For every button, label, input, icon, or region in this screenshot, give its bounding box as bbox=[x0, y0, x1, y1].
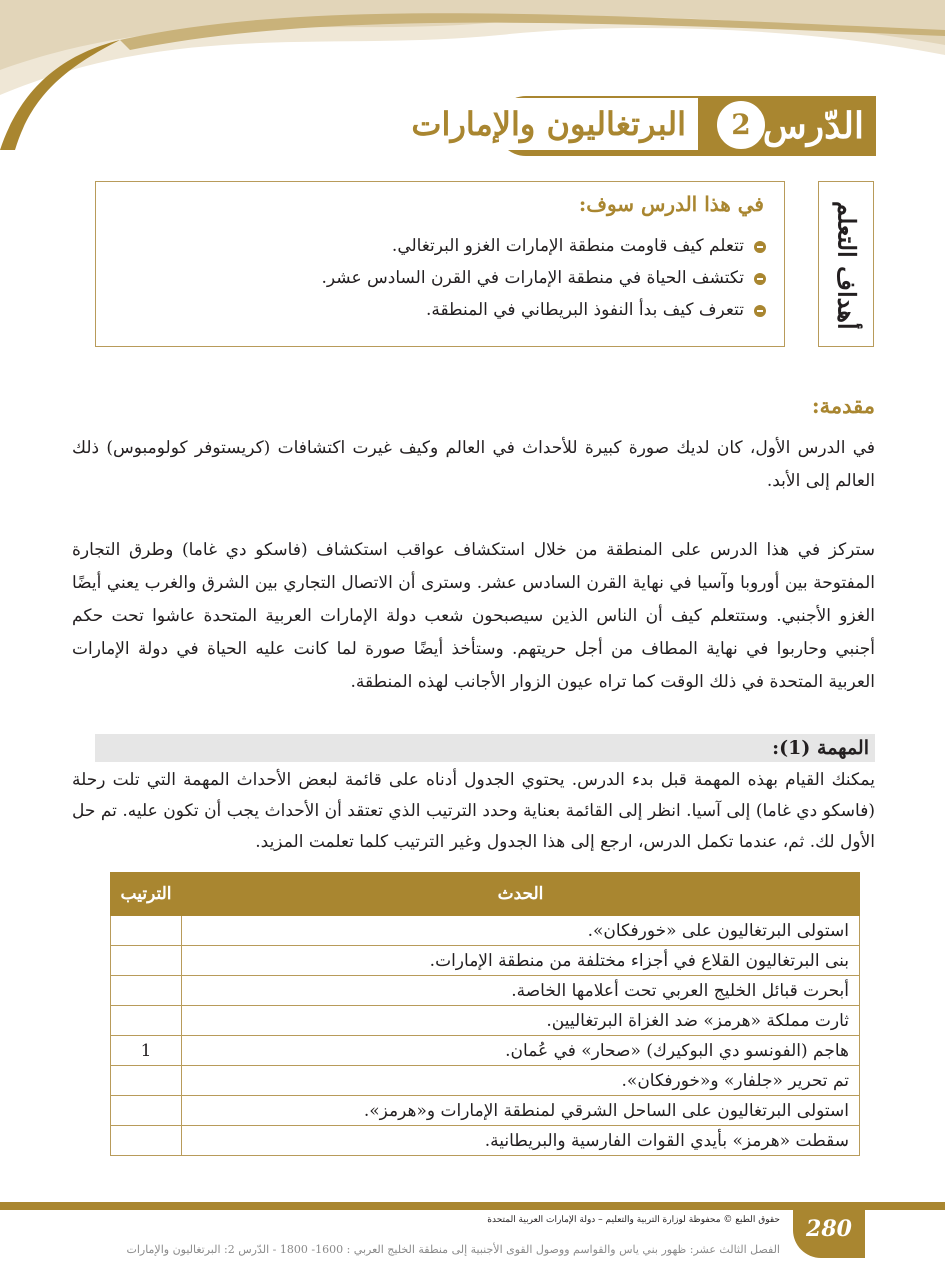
table-header-row bbox=[111, 873, 860, 916]
order-cell[interactable] bbox=[111, 946, 182, 976]
table-row bbox=[111, 1096, 860, 1126]
objective-item: تتعلم كيف قاومت منطقة الإمارات الغزو البرتغالي. bbox=[392, 236, 766, 256]
order-cell[interactable] bbox=[111, 976, 182, 1006]
page-number-tab bbox=[793, 1210, 865, 1258]
event-cell: هاجم (الفونسو دي البوكيرك) «صحار» في عُمان. bbox=[182, 1036, 860, 1066]
table-row bbox=[111, 976, 860, 1006]
objectives-side-panel bbox=[818, 181, 874, 347]
events-table bbox=[110, 872, 860, 1156]
table-row bbox=[111, 946, 860, 976]
event-cell: ثارت مملكة «هرمز» ضد الغزاة البرتغاليين. bbox=[182, 1006, 860, 1036]
table-row bbox=[111, 1126, 860, 1156]
column-header-event: الحدث bbox=[182, 873, 860, 916]
lesson-number: 2 bbox=[714, 98, 768, 152]
task-heading: المهمة (1): bbox=[772, 737, 869, 759]
table-row bbox=[111, 1036, 860, 1066]
column-header-order: الترتيب bbox=[111, 873, 182, 916]
objective-item: تتعرف كيف بدأ النفوذ البريطاني في المنطقة. bbox=[426, 300, 766, 320]
order-cell[interactable] bbox=[111, 1096, 182, 1126]
copyright-notice: حقوق الطبع © محفوظة لوزارة التربية والتعليم – دولة الإمارات العربية المتحدة bbox=[487, 1215, 780, 1225]
task-heading-bar bbox=[95, 734, 875, 762]
order-cell[interactable] bbox=[111, 1066, 182, 1096]
page-number: 280 bbox=[806, 1216, 852, 1242]
bullet-icon bbox=[754, 305, 766, 317]
table-row bbox=[111, 916, 860, 946]
intro-paragraph-2: ستركز في هذا الدرس على المنطقة من خلال استكشاف عواقب استكشاف (فاسكو دي غاما) وطرق التجارة المفتوحة بين أوروبا وآسيا في نهاية القرن السادس عشر. وسترى أن الاتصال التجاري بين الشرق والغرب يعني أيضًا الغزو الأجنبي. وستتعلم كيف أن الناس الذين سيصبحون شعب دولة الإمارات العربية المتحدة عاشوا تحت حكم أجنبي وحاربوا في نهاية المطاف من أجل حريتهم. وستأخذ أيضًا صورة لما كانت عليه الحياة في دولة الإمارات العربية المتحدة في ذلك الوقت كما تراه عيون الزوار الأجانب لهذه المنطقة. bbox=[72, 540, 875, 692]
chapter-running-footer: الفصل الثالث عشر: ظهور بني ياس والقواسم ووصول القوى الأجنبية إلى منطقة الخليج العربي : 1600- 1800 - الدّرس 2: البرتغاليون والإمارات bbox=[126, 1243, 780, 1256]
objectives-side-label: أهداف التعلم bbox=[832, 200, 862, 330]
event-cell: أبحرت قبائل الخليج العربي تحت أعلامها الخاصة. bbox=[182, 976, 860, 1006]
bullet-icon bbox=[754, 241, 766, 253]
order-cell[interactable] bbox=[111, 916, 182, 946]
event-cell: استولى البرتغاليون على الساحل الشرقي لمنطقة الإمارات و«هرمز». bbox=[182, 1096, 860, 1126]
intro-paragraph-1: في الدرس الأول، كان لديك صورة كبيرة للأحداث في العالم وكيف غيرت اكتشافات (كريستوفر كولومبوس) ذلك العالم إلى الأبد. bbox=[72, 438, 875, 491]
lesson-word: الدّرس bbox=[762, 105, 864, 147]
table-row bbox=[111, 1006, 860, 1036]
table-row bbox=[111, 1066, 860, 1096]
event-cell: تم تحرير «جلفار» و«خورفكان». bbox=[182, 1066, 860, 1096]
order-cell[interactable]: 1 bbox=[111, 1036, 182, 1066]
objectives-heading: في هذا الدرس سوف: bbox=[578, 192, 764, 216]
lesson-title: البرتغاليون والإمارات bbox=[426, 98, 698, 150]
objective-item: تكتشف الحياة في منطقة الإمارات في القرن السادس عشر. bbox=[322, 268, 767, 288]
lesson-banner bbox=[411, 96, 876, 160]
intro-heading: مقدمة: bbox=[811, 393, 875, 418]
bullet-icon bbox=[754, 273, 766, 285]
event-cell: استولى البرتغاليون على «خورفكان». bbox=[182, 916, 860, 946]
order-cell[interactable] bbox=[111, 1126, 182, 1156]
footer-divider bbox=[0, 1202, 945, 1210]
event-cell: بنى البرتغاليون القلاع في أجزاء مختلفة من منطقة الإمارات. bbox=[182, 946, 860, 976]
objectives-box bbox=[95, 181, 785, 347]
order-cell[interactable] bbox=[111, 1006, 182, 1036]
event-cell: سقطت «هرمز» بأيدي القوات الفارسية والبريطانية. bbox=[182, 1126, 860, 1156]
task-paragraph: يمكنك القيام بهذه المهمة قبل بدء الدرس. يحتوي الجدول أدناه على قائمة لبعض الأحداث المهمة التي تلت رحلة (فاسكو دي غاما) إلى آسيا. انظر إلى القائمة بعناية وحدد الترتيب الذي تعتقد أن الأحداث يجب أن تكون عليه. تم حل الأول لك. ثم، عندما تكمل الدرس، ارجع إلى هذا الجدول وغير الترتيب كلما تعلمت المزيد. bbox=[72, 770, 875, 852]
